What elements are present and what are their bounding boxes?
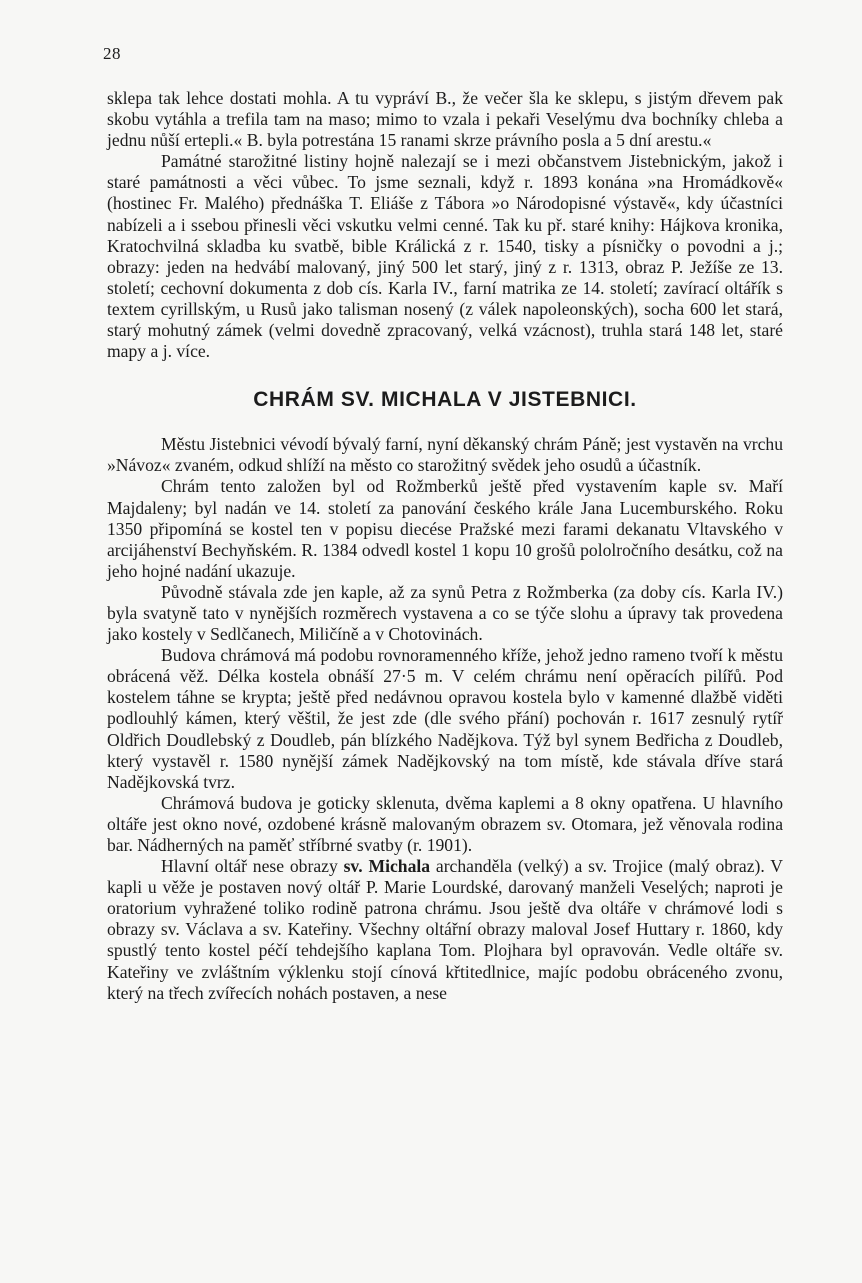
text-column	[107, 88, 783, 1004]
altar-bold-name: sv. Michala	[343, 856, 431, 877]
section-heading: CHRÁM SV. MICHALA V JISTEBNICI.	[253, 388, 637, 412]
paragraph-church-building: Budova chrámová má podobu rovnoramenného kříže, jehož jedno rameno tvoří k městu obrácená věž. Délka kostela obnáší 27·5 m. V celém chrámu není opěracích pilířů. Pod kostelem táhne se krypta; ještě před nedávnou opravou kostela bylo v kamenné dlažbě viděti podlouhlý kámen, který věštil, že jest zde (dle svého přání) pochován r. 1617 zesnulý rytíř Oldřich Doudlebský z Doudleb, pán blízkého Nadějkova. Týž byl synem Bedřicha z Doudleb, který vystavěl r. 1580 nynější zámek Nadějkovský na tom místě, kde stávala dříve stará Nadějkovská tvrz.	[107, 645, 783, 792]
altar-text-rest: archanděla (velký) a sv. Trojice (malý obraz). V kapli u věže je postaven nový oltář P. Marie Lourdské, darovaný manželi Veselých; naproti je oratorium vyhražené toliko rodině patrona chrámu. Jsou ještě dva oltáře v chrámové lodi s obrazy sv. Václava a sv. Kateřiny. Všechny oltářní obrazy maloval Josef Huttary r. 1860, kdy spustlý tento kostel péčí tehdejšího kaplana Tom. Plojhara byl opravován. Vedle oltáře sv. Kateřiny ve zvláštním výklenku stojí cínová křtitedlnice, majíc podobu obráceného zvonu, který na třech zvířecích nohách postaven, a nese	[107, 856, 784, 1003]
altar-text-start: Hlavní oltář nese obrazy	[161, 856, 344, 877]
paragraph-church-founding: Chrám tento založen byl od Rožmberků ještě před vystavením kaple sv. Maří Majdaleny; byl nadán ve 14. století za panování českého krále Jana Lucemburského. Roku 1350 připomíná se kostel ten v popisu diecése Pražské mezi farami dekanatu Vltavského v arcijáhenství Bechyňském. R. 1384 odvedl kostel 1 kopu 10 grošů pololročního desátku, což na jeho hojné nadání ukazuje.	[107, 476, 783, 581]
page-number: 28	[103, 44, 121, 63]
paragraph-main-altar	[107, 856, 783, 1004]
paragraph-church-intro: Městu Jistebnici vévodí bývalý farní, nyní děkanský chrám Páně; jest vystavěn na vrchu »Návoz« zvaném, odkud shlíží na město co starožitný svědek jeho osudů a účastník.	[107, 434, 783, 476]
paragraph-church-origin: Původně stávala zde jen kaple, až za synů Petra z Rožmberka (za doby cís. Karla IV.) byla svatyně tato v nynějších rozměrech vystavena a co se týče slohu a úpravy tak provedena jako kostely v Sedlčanech, Miličíně a v Chotovinách.	[107, 581, 783, 645]
paragraph-documents: Památné starožitné listiny hojně nalezají se i mezi občanstvem Jistebnickým, jakož i staré památnosti a věci vůbec. To jsme seznali, když r. 1893 konána »na Hromádkově« (hostinec Fr. Malého) přednáška T. Eliáše z Tábora »o Národopisné výstavě«, kdy účastníci nabízeli a i ssebou přinesli věci vskutku velmi cenné. Tak ku př. staré knihy: Hájkova kronika, Kratochvilná skladba ku svatbě, bible Králická z r. 1540, tisky a písničky o povodni a j.; obrazy: jeden na hedvábí malovaný, jiný 500 let starý, jiný z r. 1313, obraz P. Ježíše ze 13. století; cechovní dokumenta z dob cís. Karla IV., farní matrika ze 14. století; zavírací oltářík s textem cyrillským, u Rusů jako talisman nosený (z válek napoleonských), socha 600 let stará, starý mohutný zámek (velmi dovedně zpracovaný, velká vzácnost), truhla stará 148 let, staré mapy a j. více.	[107, 151, 783, 362]
paragraph-cellar-story: sklepa tak lehce dostati mohla. A tu vypráví B., že večer šla ke sklepu, s jistým dřevem pak skobu vytáhla a trefila tam na maso; mimo to vzala i pekaři Veselýmu dva bochníky chleba a jednu nůší ertepli.« B. byla potrestána 15 ranami skrze právního posla a 5 dní arestu.«	[107, 88, 783, 151]
paragraph-church-vaulting: Chrámová budova je goticky sklenuta, dvěma kaplemi a 8 okny opatřena. U hlavního oltáře jest okno nové, ozdobené krásně malovaným obrazem sv. Otomara, jež věnovala rodina bar. Nádherných na paměť stříbrné svatby (r. 1901).	[107, 792, 783, 855]
